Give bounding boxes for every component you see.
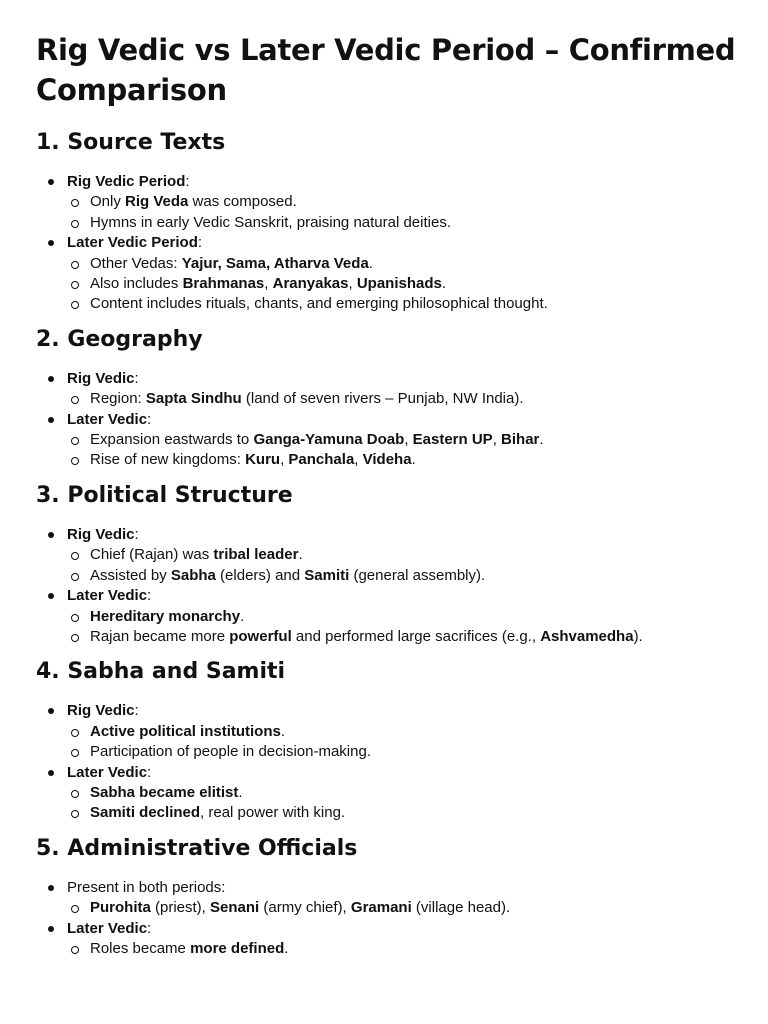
detail-item: Purohita (priest), Senani (army chief), Gramani (village head). [67, 898, 736, 918]
detail-item: Other Vedas: Yajur, Sama, Atharva Veda. [67, 254, 736, 274]
period-item [36, 410, 736, 471]
period-label-row: Rig Vedic: [67, 369, 736, 389]
section-list [36, 878, 736, 960]
detail-item: Also includes Brahmanas, Aranyakas, Upanishads. [67, 274, 736, 294]
section-heading: 2. Geography [36, 326, 203, 352]
period-label: Present in both periods: [67, 878, 226, 896]
period-label-row: Later Vedic: [67, 763, 736, 783]
detail-item: Participation of people in decision-making. [67, 742, 736, 762]
period-label: Later Vedic [67, 763, 148, 781]
section-heading: 4. Sabha and Samiti [36, 659, 286, 685]
detail-item: Only Rig Veda was composed. [67, 192, 736, 212]
period-label: Rig Vedic [67, 702, 135, 720]
period-item [36, 586, 736, 647]
period-item [36, 172, 736, 233]
detail-item: Sabha became elitist. [67, 783, 736, 803]
detail-item: Samiti declined, real power with king. [67, 803, 736, 823]
section-heading: 1. Source Texts [36, 130, 226, 155]
period-label: Rig Vedic Period [67, 173, 186, 190]
detail-item: Active political institutions. [67, 722, 736, 742]
period-label: Later Vedic [67, 919, 148, 937]
sections-container [36, 128, 736, 959]
section-heading: 3. Political Structure [36, 482, 293, 508]
period-item [36, 763, 736, 824]
detail-item: Content includes rituals, chants, and emerging philosophical thought. [67, 294, 736, 314]
section-list [36, 172, 736, 315]
detail-list [67, 192, 736, 233]
detail-list [67, 607, 736, 648]
detail-list [67, 254, 736, 315]
detail-item: Chief (Rajan) was tribal leader. [67, 545, 736, 565]
period-label: Later Vedic [67, 410, 148, 428]
period-item [36, 701, 736, 762]
period-label: Later Vedic Period [67, 234, 198, 252]
period-label-row: Rig Vedic Period: [67, 172, 736, 192]
period-label-row: Later Vedic Period: [67, 233, 736, 253]
detail-item: Expansion eastwards to Ganga-Yamuna Doab, Eastern UP, Bihar. [67, 430, 736, 450]
period-item [36, 919, 736, 960]
period-label-row: Later Vedic: [67, 919, 736, 939]
period-item [36, 878, 736, 919]
section-list [36, 701, 736, 823]
period-item [36, 233, 736, 315]
page-title: Rig Vedic vs Later Vedic Period – Confirmed Comparison [36, 33, 736, 107]
detail-item: Hereditary monarchy. [67, 607, 736, 627]
detail-item: Roles became more defined. [67, 939, 736, 959]
detail-list [67, 389, 736, 409]
detail-list [67, 898, 736, 918]
detail-item: Rajan became more powerful and performed large sacrifices (e.g., Ashvamedha). [67, 627, 736, 647]
period-label-row: Rig Vedic: [67, 701, 736, 721]
section-heading: 5. Administrative Officials [36, 835, 358, 861]
detail-list [67, 722, 736, 763]
detail-list [67, 939, 736, 959]
period-label: Rig Vedic [67, 525, 135, 543]
detail-item: Assisted by Sabha (elders) and Samiti (general assembly). [67, 566, 736, 586]
period-label-row [67, 878, 736, 898]
section-list [36, 525, 736, 647]
period-label-row: Later Vedic: [67, 586, 736, 606]
document-page [36, 30, 736, 967]
period-label-row: Later Vedic: [67, 410, 736, 430]
section-list [36, 369, 736, 471]
detail-list [67, 430, 736, 471]
period-label: Rig Vedic [67, 369, 135, 387]
period-item [36, 525, 736, 586]
detail-item: Hymns in early Vedic Sanskrit, praising natural deities. [67, 213, 736, 233]
detail-list [67, 545, 736, 586]
detail-list [67, 783, 736, 824]
period-item [36, 369, 736, 410]
detail-item: Region: Sapta Sindhu (land of seven rivers – Punjab, NW India). [67, 389, 736, 409]
period-label: Later Vedic [67, 587, 148, 605]
period-label-row: Rig Vedic: [67, 525, 736, 545]
detail-item: Rise of new kingdoms: Kuru, Panchala, Videha. [67, 450, 736, 470]
